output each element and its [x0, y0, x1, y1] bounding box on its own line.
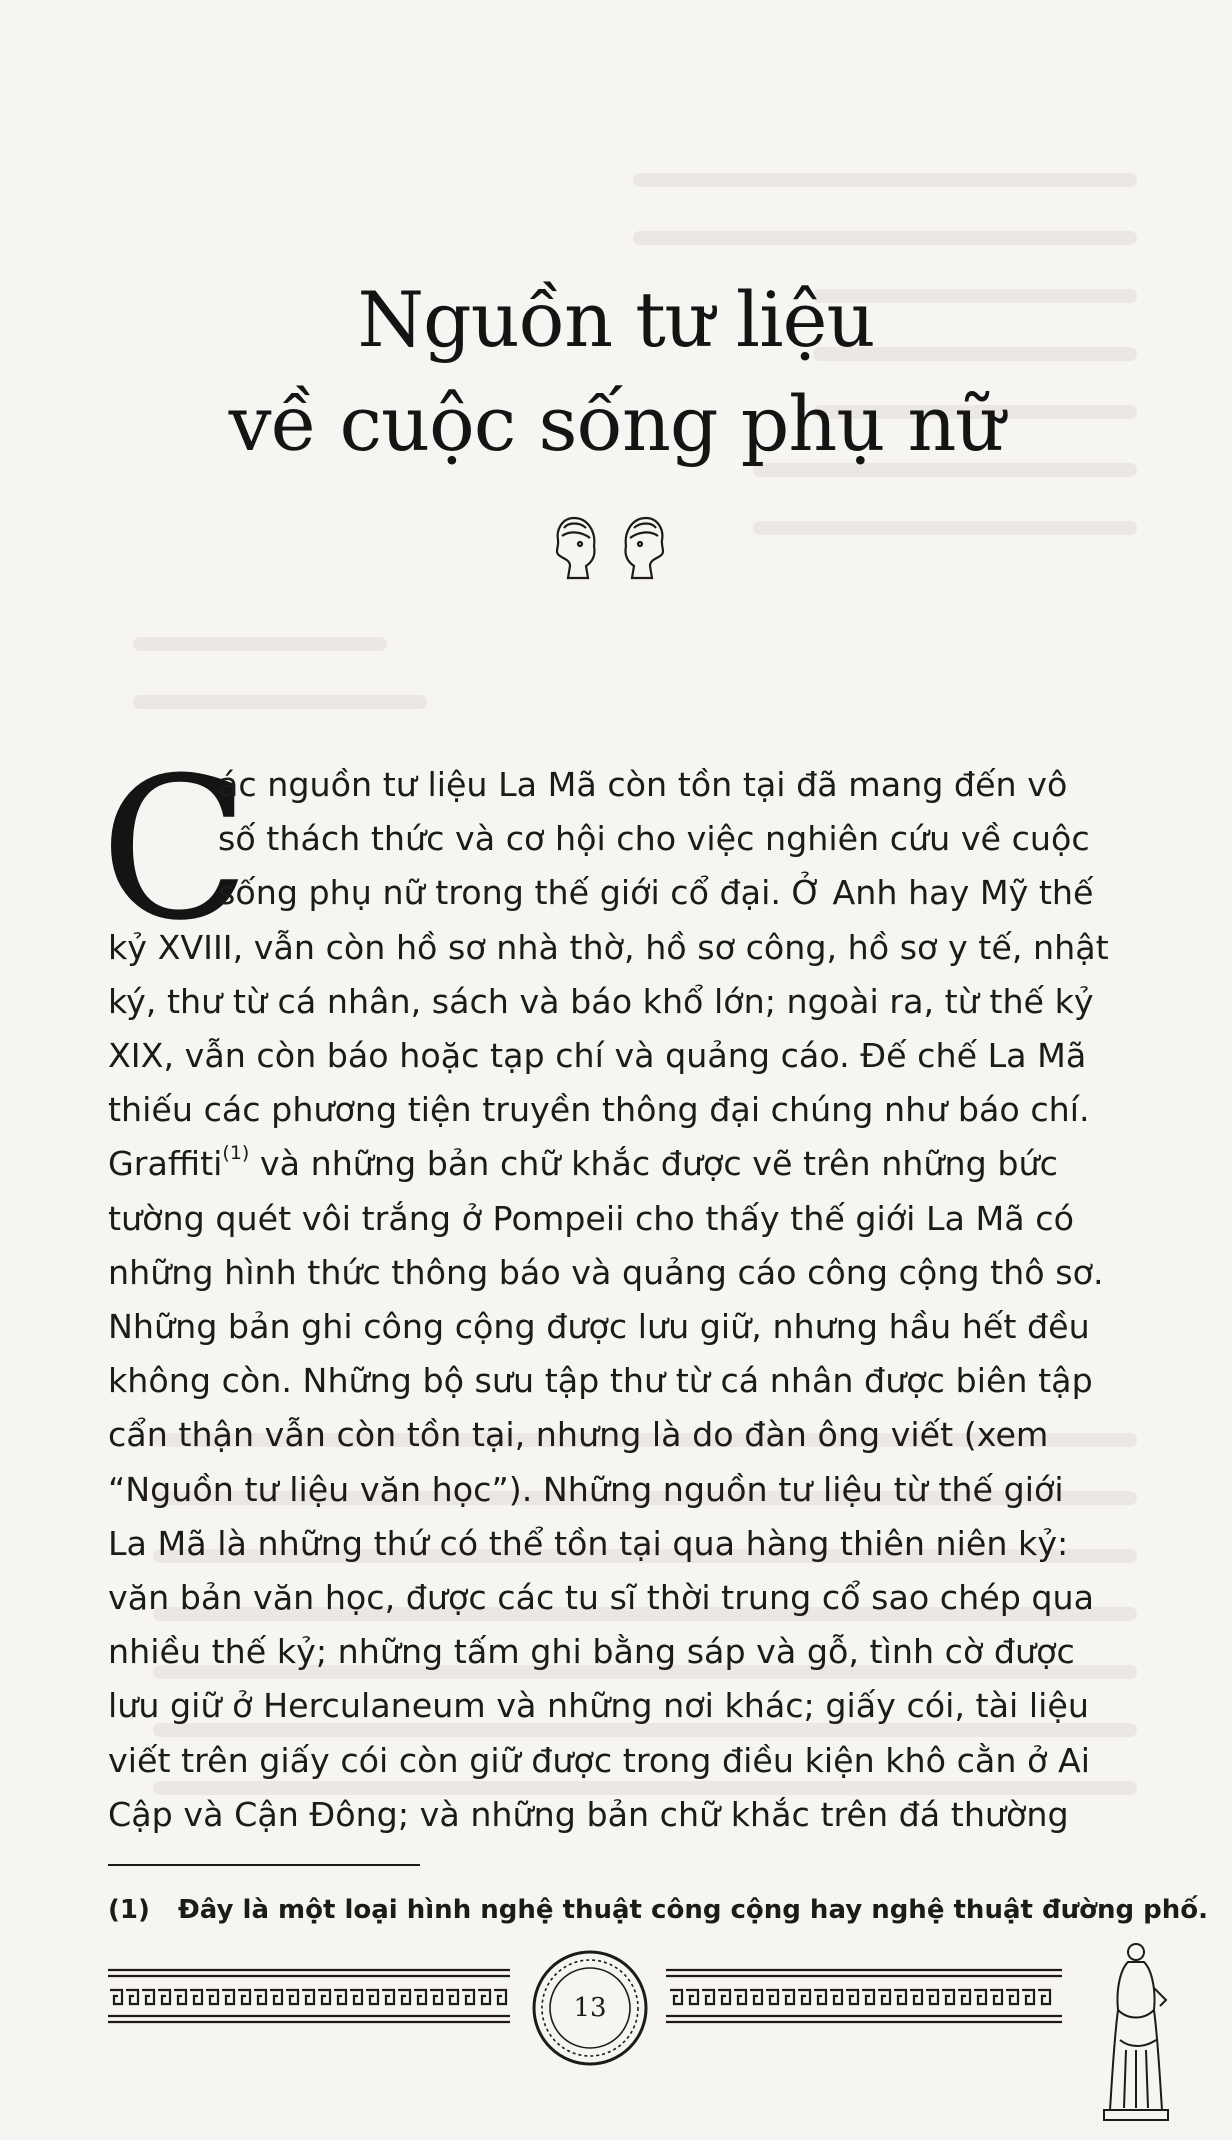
chapter-title-line-2: về cuộc sống phụ nữ — [228, 379, 1004, 468]
text-line: kỷ XVIII, vẫn còn hồ sơ nhà thờ, hồ sơ công, hồ sơ y tế, nhật — [108, 927, 1109, 967]
text-line: không còn. Những bộ sưu tập thư từ cá nhân được biên tập — [108, 1361, 1093, 1401]
text-line: lưu giữ ở Herculaneum và những nơi khác; giấy cói, tài liệu — [108, 1686, 1089, 1726]
text-line: Những bản ghi công cộng được lưu giữ, nhưng hầu hết đều — [108, 1307, 1090, 1347]
text-line: những hình thức thông báo và quảng cáo công cộng thô sơ. — [108, 1252, 1104, 1292]
chapter-title-line-1: Nguồn tư liệu — [357, 275, 875, 364]
page-footer-ornament — [0, 1940, 1232, 2140]
graffiti-line-rest: và những bản chữ khắc được vẽ trên những bức — [249, 1144, 1058, 1184]
twin-female-busts-icon — [540, 510, 680, 584]
footnote-text: Đây là một loại hình nghệ thuật công cộng hay nghệ thuật đường phố. — [178, 1895, 1208, 1925]
text-line: La Mã là những thứ có thể tồn tại qua hàng thiên niên kỷ: — [108, 1523, 1069, 1563]
body-paragraph — [108, 758, 1109, 1842]
text-line: thiếu các phương tiện truyền thông đại chúng như báo chí. — [108, 1090, 1090, 1130]
footnote-reference: (1) — [222, 1142, 250, 1165]
text-line: Cập và Cận Đông; và những bản chữ khắc trên đá thường — [108, 1794, 1069, 1834]
text-line: số thách thức và cơ hội cho việc nghiên cứu về cuộc — [218, 819, 1090, 859]
page-number: 13 — [573, 1993, 607, 2023]
text-line-graffiti — [108, 1137, 1078, 1191]
text-line: ác nguồn tư liệu La Mã còn tồn tại đã mang đến vô — [218, 765, 1068, 804]
roman-woman-statue-icon — [1104, 1944, 1168, 2120]
footnote — [108, 1890, 1208, 1930]
text-line: tường quét vôi trắng ở Pompeii cho thấy thế giới La Mã có — [108, 1198, 1074, 1238]
chapter-title — [0, 268, 1232, 476]
text-line: nhiều thế kỷ; những tấm ghi bằng sáp và gỗ, tình cờ được — [108, 1632, 1075, 1672]
text-line: văn bản văn học, được các tu sĩ thời trung cổ sao chép qua — [108, 1578, 1095, 1618]
text-line: viết trên giấy cói còn giữ được trong điều kiện khô cằn ở Ai — [108, 1740, 1090, 1780]
text-line: ký, thư từ cá nhân, sách và báo khổ lớn; ngoài ra, từ thế kỷ — [108, 981, 1094, 1021]
text-line: cẩn thận vẫn còn tồn tại, nhưng là do đàn ông viết (xem — [108, 1415, 1049, 1455]
text-line: “Nguồn tư liệu văn học”). Những nguồn tư liệu từ thế giới — [108, 1469, 1064, 1509]
graffiti-word: Graffiti — [108, 1144, 223, 1184]
text-line: sống phụ nữ trong thế giới cổ đại. Ở Anh hay Mỹ thế — [218, 873, 1094, 913]
footnote-divider — [108, 1864, 420, 1866]
footnote-number: (1) — [108, 1895, 150, 1925]
drop-cap: C — [100, 736, 250, 964]
text-line: XIX, vẫn còn báo hoặc tạp chí và quảng cáo. Đế chế La Mã — [108, 1036, 1087, 1076]
